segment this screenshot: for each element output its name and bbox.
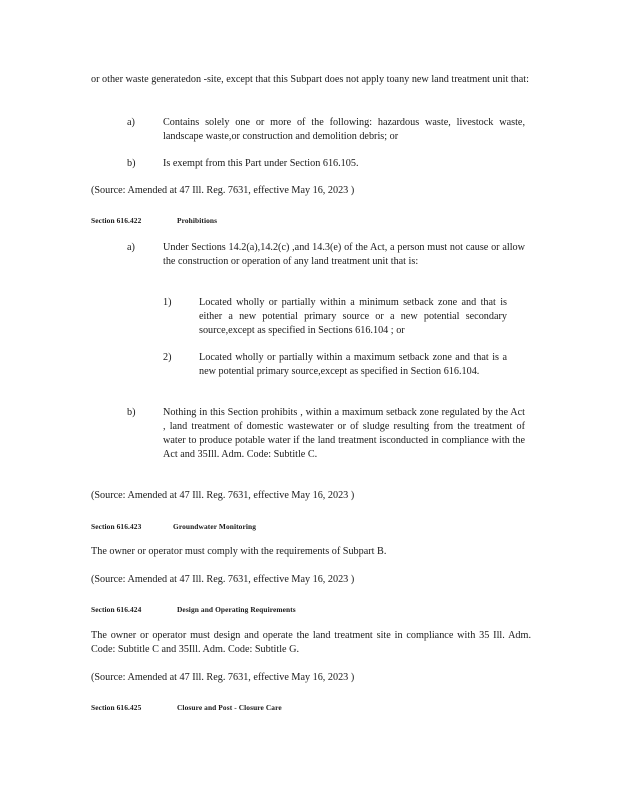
section-title: Closure and Post - Closure Care <box>177 703 282 712</box>
sublist-label: 2) <box>163 352 172 363</box>
list-item-text: Is exempt from this Part under Section 616.105. <box>163 158 359 169</box>
list-item-text: Under Sections 14.2(a),14.2(c) ,and 14.3(e) of the Act, a person must not cause or allow the construction or operation of any land treatment unit that is: <box>163 242 525 267</box>
section-title: Design and Operating Requirements <box>177 605 296 614</box>
section-body: The owner or operator must design and operate the land treatment site in compliance with 35 Ill. Adm. Code: Subtitle C and 35Ill. Adm. Code: Subtitle G. <box>91 630 531 655</box>
section-title: Prohibitions <box>177 216 218 225</box>
section-heading <box>91 603 531 617</box>
sublist-item-text: Located wholly or partially within a minimum setback zone and that is either a new potential primary source or a new potential secondary source,except as specified in Sections 616.104 ; or <box>199 297 507 336</box>
section-number: Section 616.425 <box>91 703 142 712</box>
section-heading <box>91 214 531 228</box>
intro-paragraph: or other waste generatedon -site, except that this Subpart does not apply toany new land treatment unit that: <box>91 74 529 85</box>
section-heading <box>91 701 531 715</box>
source-note: (Source: Amended at 47 Ill. Reg. 7631, effective May 16, 2023 ) <box>91 574 355 585</box>
list-item-text: Nothing in this Section prohibits , within a maximum setback zone regulated by the Act , land treatment of domestic wastewater or of sludge resulting from the treatment of water to produce potable water if the land treatment isconducted in compliance with the Act and 35Ill. Adm. Code: Subtitle C. <box>163 407 525 460</box>
section-title: Groundwater Monitoring <box>173 522 257 531</box>
sublist-label: 1) <box>163 297 172 308</box>
list-label: b) <box>127 407 136 418</box>
section-number: Section 616.422 <box>91 216 142 225</box>
section-number: Section 616.424 <box>91 605 142 614</box>
list-item-text: Contains solely one or more of the following: hazardous waste, livestock waste, landscape waste,or construction and demolition debris; or <box>163 117 525 142</box>
section-body: The owner or operator must comply with the requirements of Subpart B. <box>91 546 387 557</box>
source-note: (Source: Amended at 47 Ill. Reg. 7631, effective May 16, 2023 ) <box>91 490 355 501</box>
source-note: (Source: Amended at 47 Ill. Reg. 7631, effective May 16, 2023 ) <box>91 185 355 196</box>
section-heading <box>91 520 531 534</box>
section-number: Section 616.423 <box>91 522 142 531</box>
sublist-item-text: Located wholly or partially within a maximum setback zone and that is a new potential primary source,except as specified in Section 616.104. <box>199 352 507 377</box>
source-note: (Source: Amended at 47 Ill. Reg. 7631, effective May 16, 2023 ) <box>91 672 355 683</box>
list-label: a) <box>127 117 135 128</box>
list-label: a) <box>127 242 135 253</box>
list-label: b) <box>127 158 136 169</box>
